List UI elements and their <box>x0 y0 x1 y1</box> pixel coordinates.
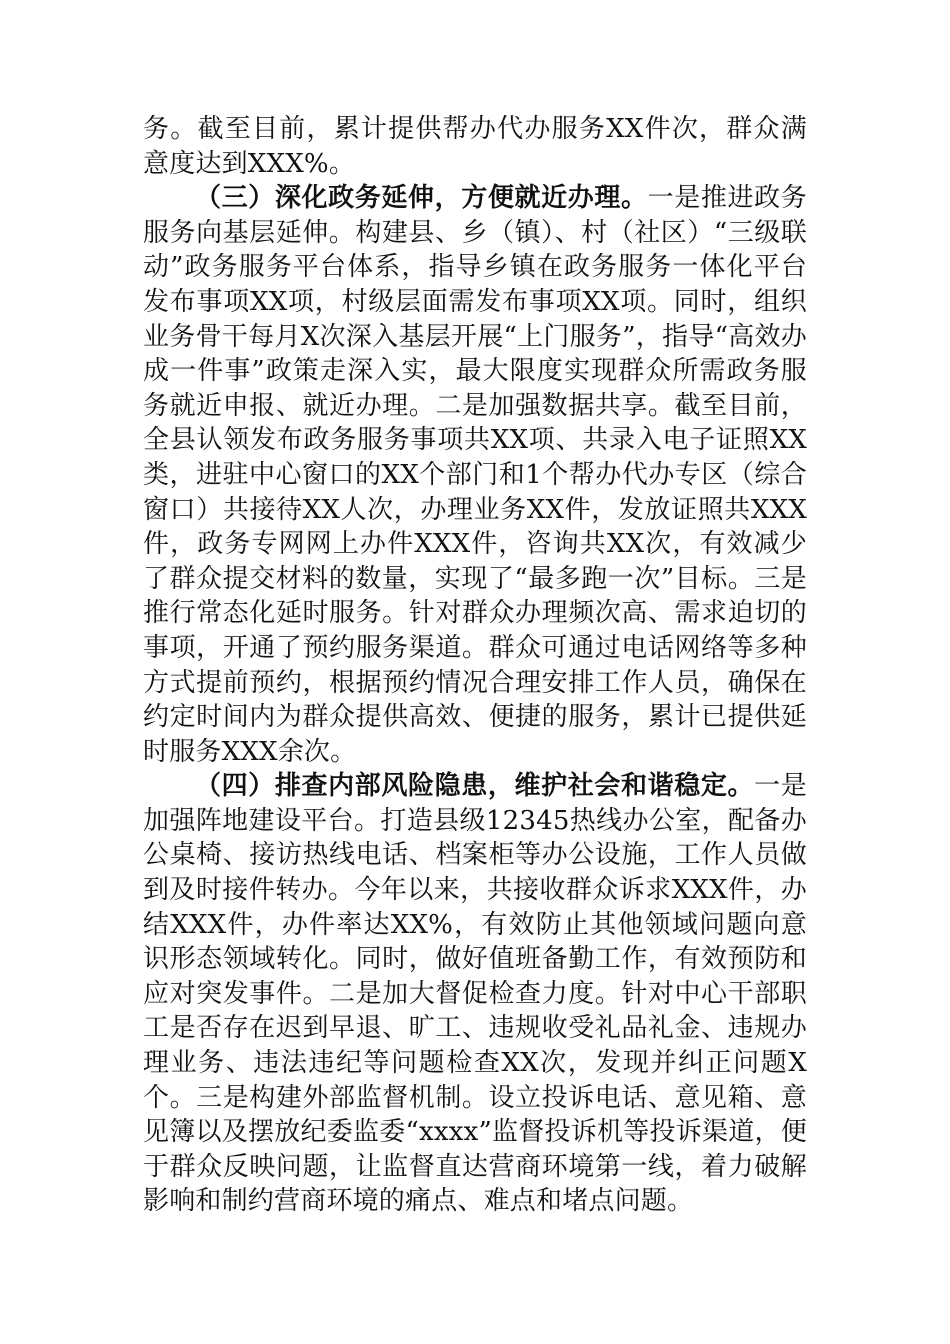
paragraph-continuation <box>143 112 807 181</box>
paragraph-section-4 <box>143 769 807 1219</box>
section-heading-3: （三）深化政务延伸，方便就近办理。 <box>195 183 648 214</box>
paragraph-text: 务。截至目前，累计提供帮办代办服务XX件次，群众满意度达到XXX%。 <box>143 114 807 179</box>
paragraph-text: 一是加强阵地建设平台。打造县级12345热线办公室，配备办公桌椅、接访热线电话、档案柜等办公设施，工作人员做到及时接件转办。今年以来，共接收群众诉求XXX件，办结XXX件，办件率达XX%，有效防止其他领域问题向意识形态领域转化。同时，做好值班备勤工作，有效预防和应对突发事件。二是加大督促检查力度。针对中心干部职工是否存在迟到早退、旷工、违规收受礼品礼金、违规办理业务、违法违纪等问题检查XX次，发现并纠正问题X个。三是构建外部监督机制。设立投诉电话、意见箱、意见簿以及摆放纪委监委“xxxx”监督投诉机等投诉渠道，便于群众反映问题，让监督直达营商环境第一线，着力破解影响和制约营商环境的痛点、难点和堵点问题。 <box>143 771 807 1217</box>
paragraph-text: 一是推进政务服务向基层延伸。构建县、乡（镇）、村（社区）“三级联动”政务服务平台体系，指导乡镇在政务服务一体化平台发布事项XX项，村级层面需发布事项XX项。同时，组织业务骨干每月X次深入基层开展“上门服务”，指导“高效办成一件事”政策走深入实，最大限度实现群众所需政务服务就近申报、就近办理。二是加强数据共享。截至目前，全县认领发布政务服务事项共XX项、共录入电子证照XX类，进驻中心窗口的XX个部门和1个帮办代办专区（综合窗口）共接待XX人次，办理业务XX件，发放证照共XXX件，政务专网网上办件XXX件，咨询共XX次，有效减少了群众提交材料的数量，实现了“最多跑一次”目标。三是推行常态化延时服务。针对群众办理频次高、需求迫切的事项，开通了预约服务渠道。群众可通过电话网络等多种方式提前预约，根据预约情况合理安排工作人员，确保在约定时间内为群众提供高效、便捷的服务，累计已提供延时服务XXX余次。 <box>143 183 808 767</box>
paragraph-section-3 <box>143 181 807 769</box>
document-page <box>143 112 807 1219</box>
section-heading-4: （四）排查内部风险隐患，维护社会和谐稳定。 <box>195 771 755 802</box>
